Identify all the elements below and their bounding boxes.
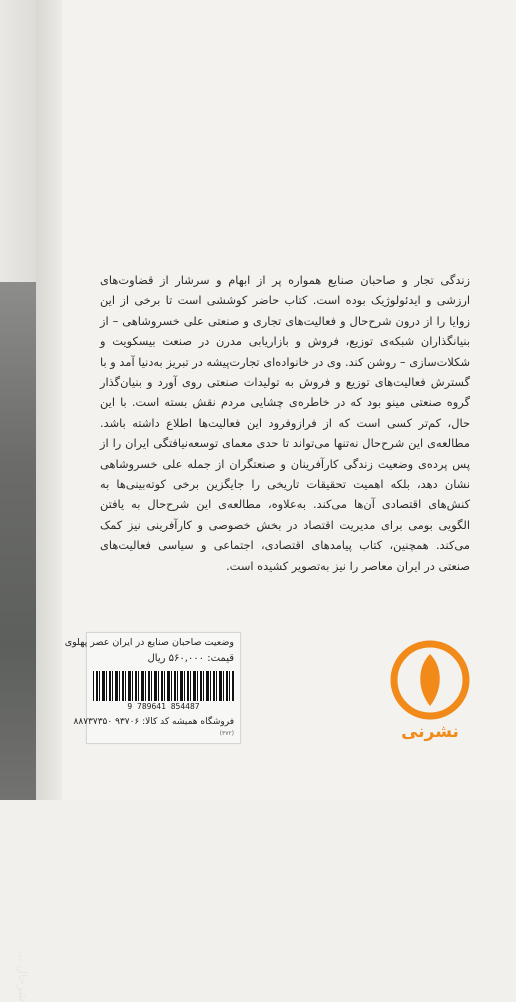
book-spine [0, 0, 37, 1002]
publisher-logo-icon [390, 640, 470, 720]
spine-photo-strip [0, 282, 36, 1002]
sticker-price: قیمت: ۵۶۰,۰۰۰ ریال [147, 653, 234, 664]
barcode-number: 9 789641 854487 [127, 702, 200, 711]
cover-hinge [36, 0, 62, 800]
sticker-code: (۳۷۲) [219, 730, 234, 737]
spine-title: شرحال ... [16, 950, 30, 1002]
sticker-store-line: فروشگاه همیشه کد کالا: ۹۳۷۰۶ ۸۸۷۳۷۳۵۰ [73, 717, 234, 727]
barcode [93, 671, 234, 701]
price-sticker [64, 632, 241, 744]
blurb-paragraph: زندگی تجار و صاحبان صنایع همواره پر از ابهام و سرشار از قضاوت‌های ارزشی و ایدئولوژیک بوده است. کتاب حاضر کوششی است تا برخی از این زوایا را از درون شرح‌حال و فعالیت‌های تجاری و صنعتی علی خسروشاهی – از بنیانگذاران شبکه‌ی توزیع، فروش و بازاریابی مدرن در صنعت بیسکویت و شکلات‌سازی – روشن کند. وی در خانواده‌ای تجارت‌پیشه در تبریز به‌دنیا آمد و با گسترش فعالیت‌های توزیع و فروش به تولیدات صنعتی روی آورد و بنیان‌گذار گروه صنعتی مینو بود که در خاطره‌ی چشایی مردم نقش بسته است. با این حال، کم‌تر کسی است که از فرازوفرود این فعالیت‌ها اطلاع داشته باشد. مطالعه‌ی این شرح‌حال نه‌تنها می‌تواند تا حدی معمای توسعه‌نیافتگی ایران را از پس پرده‌ی وضعیت زندگی کارآفرینان و صنعتگران از جمله علی خسروشاهی نشان دهد، بلکه اهمیت تحقیقات تاریخی را جایگزین برخی کوته‌بینی‌ها به کنش‌های اقتصادی آن‌ها می‌کند. به‌علاوه، مطالعه‌ی این شرح‌حال به یافتن الگویی بومی برای مدیریت اقتصاد در بخش خصوصی و کارآفرینی نیز کمک می‌کند. همچنین، کتاب پیامدهای اقتصادی، اجتماعی و سیاسی فعالیت‌های صنعتی در ایران معاصر را نیز به‌تصویر کشیده است. [100, 273, 470, 573]
publisher-name: نشرنی [401, 722, 459, 742]
sticker-book-title: وضعیت صاحبان صنایع در ایران عصر پهلوی [64, 637, 234, 648]
back-cover-blurb [100, 270, 470, 576]
